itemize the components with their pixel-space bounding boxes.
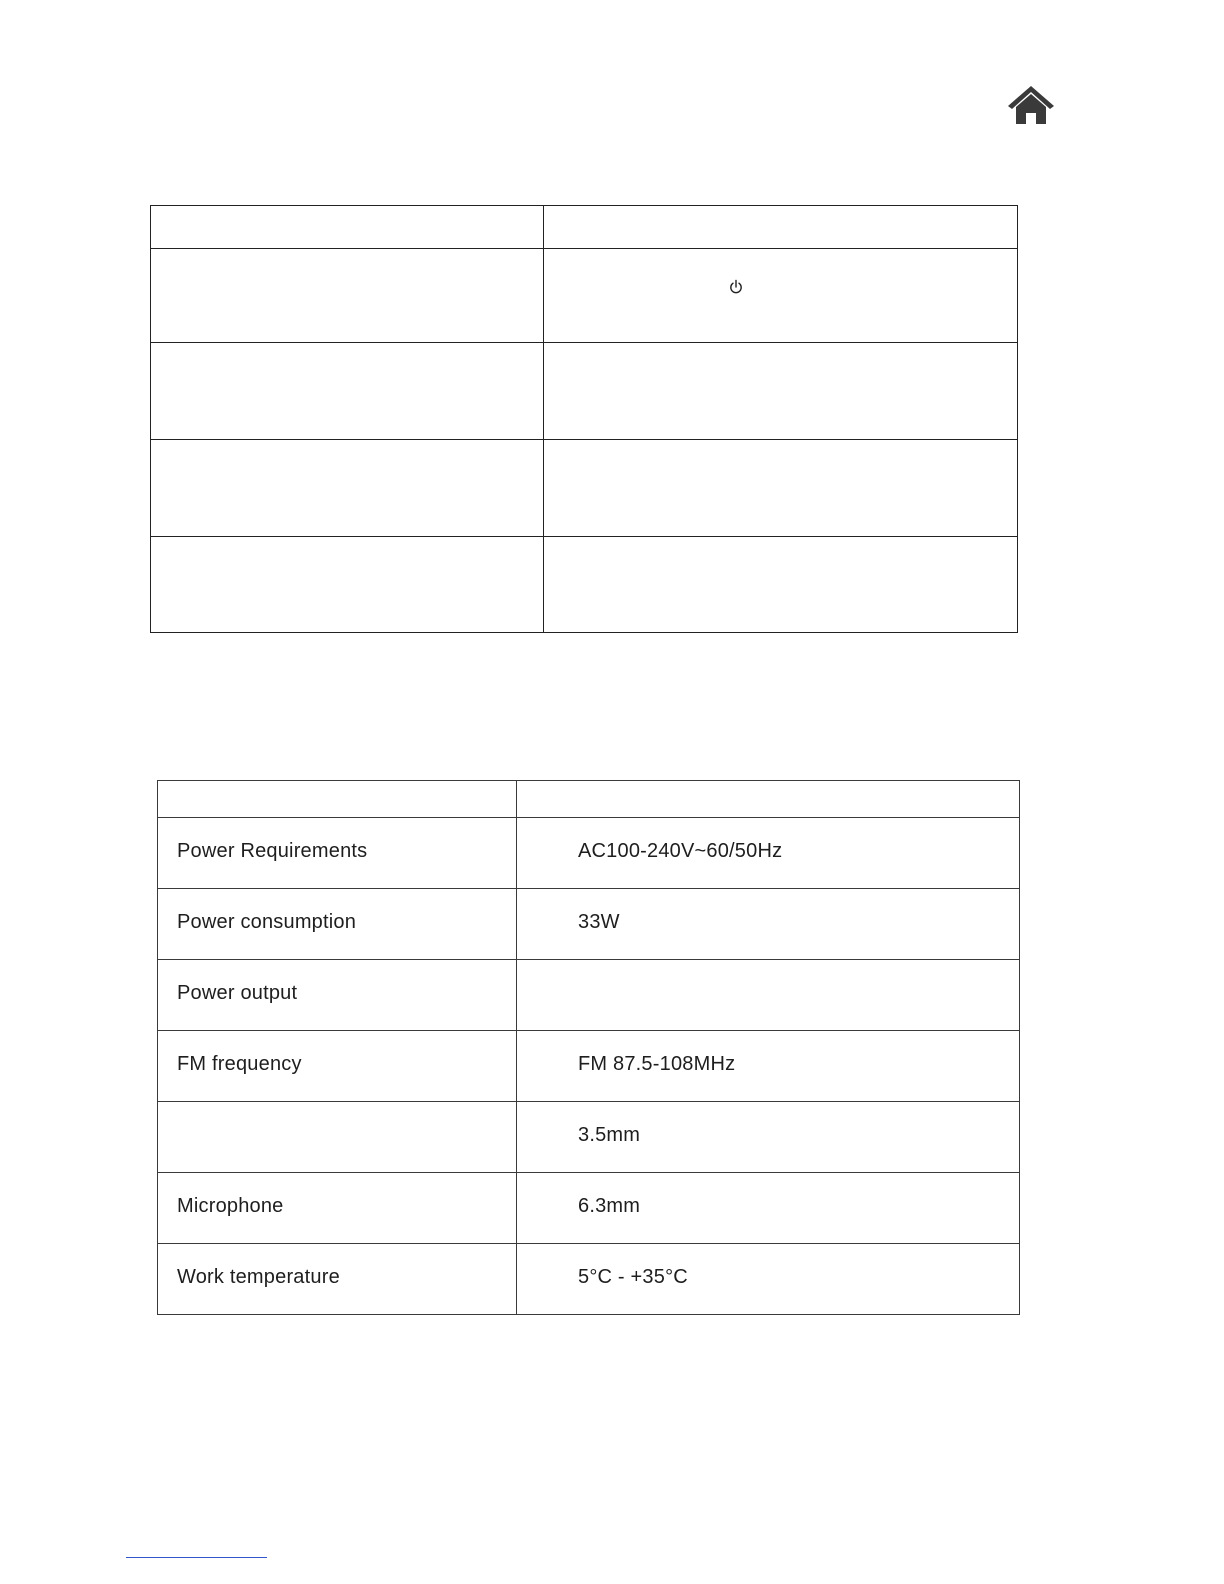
table-row: [151, 537, 1018, 633]
table-row: [158, 960, 1020, 1031]
table-row: [158, 1102, 1020, 1173]
cell-left: [151, 537, 544, 633]
spec-label-microphone: Microphone: [177, 1194, 284, 1217]
specifications-table: [157, 780, 1020, 1315]
spec-value-power-requirements: AC100-240V~60/50Hz: [578, 839, 783, 862]
table-row: [158, 818, 1020, 889]
header-cell-right: [517, 781, 1020, 818]
cell-right: [544, 440, 1018, 537]
cell-right: [544, 249, 1018, 343]
table-header-row: [151, 206, 1018, 249]
spec-value-work-temperature: 5°C - +35°C: [578, 1265, 688, 1288]
table-row: [151, 440, 1018, 537]
table-row: [158, 1031, 1020, 1102]
footer-link[interactable]: [126, 1557, 267, 1558]
spec-value-microphone: 6.3mm: [578, 1194, 641, 1217]
spec-label-power-consumption: Power consumption: [177, 910, 357, 933]
header-cell-left: [151, 206, 544, 249]
home-icon[interactable]: [1006, 84, 1056, 126]
spec-label-work-temperature: Work temperature: [177, 1265, 340, 1288]
cell-left: [151, 440, 544, 537]
cell-left: [151, 343, 544, 440]
cell-right: [544, 343, 1018, 440]
troubleshooting-table: [150, 205, 1018, 633]
header-cell-right: [544, 206, 1018, 249]
cell-right: [544, 537, 1018, 633]
spec-label-power-requirements: Power Requirements: [177, 839, 368, 862]
spec-label-fm-frequency: FM frequency: [177, 1052, 302, 1075]
table-row: [158, 1244, 1020, 1315]
spec-value-fm-frequency: FM 87.5-108MHz: [578, 1052, 736, 1075]
spec-value-jack-size: 3.5mm: [578, 1123, 641, 1146]
table-row: [158, 889, 1020, 960]
table-header-row: [158, 781, 1020, 818]
power-icon: [728, 279, 744, 295]
table-row: [151, 249, 1018, 343]
table-row: [151, 343, 1018, 440]
spec-value-power-consumption: 33W: [578, 910, 620, 933]
cell-left: [151, 249, 544, 343]
header-cell-left: [158, 781, 517, 818]
table-row: [158, 1173, 1020, 1244]
spec-label-power-output: Power output: [177, 981, 298, 1004]
